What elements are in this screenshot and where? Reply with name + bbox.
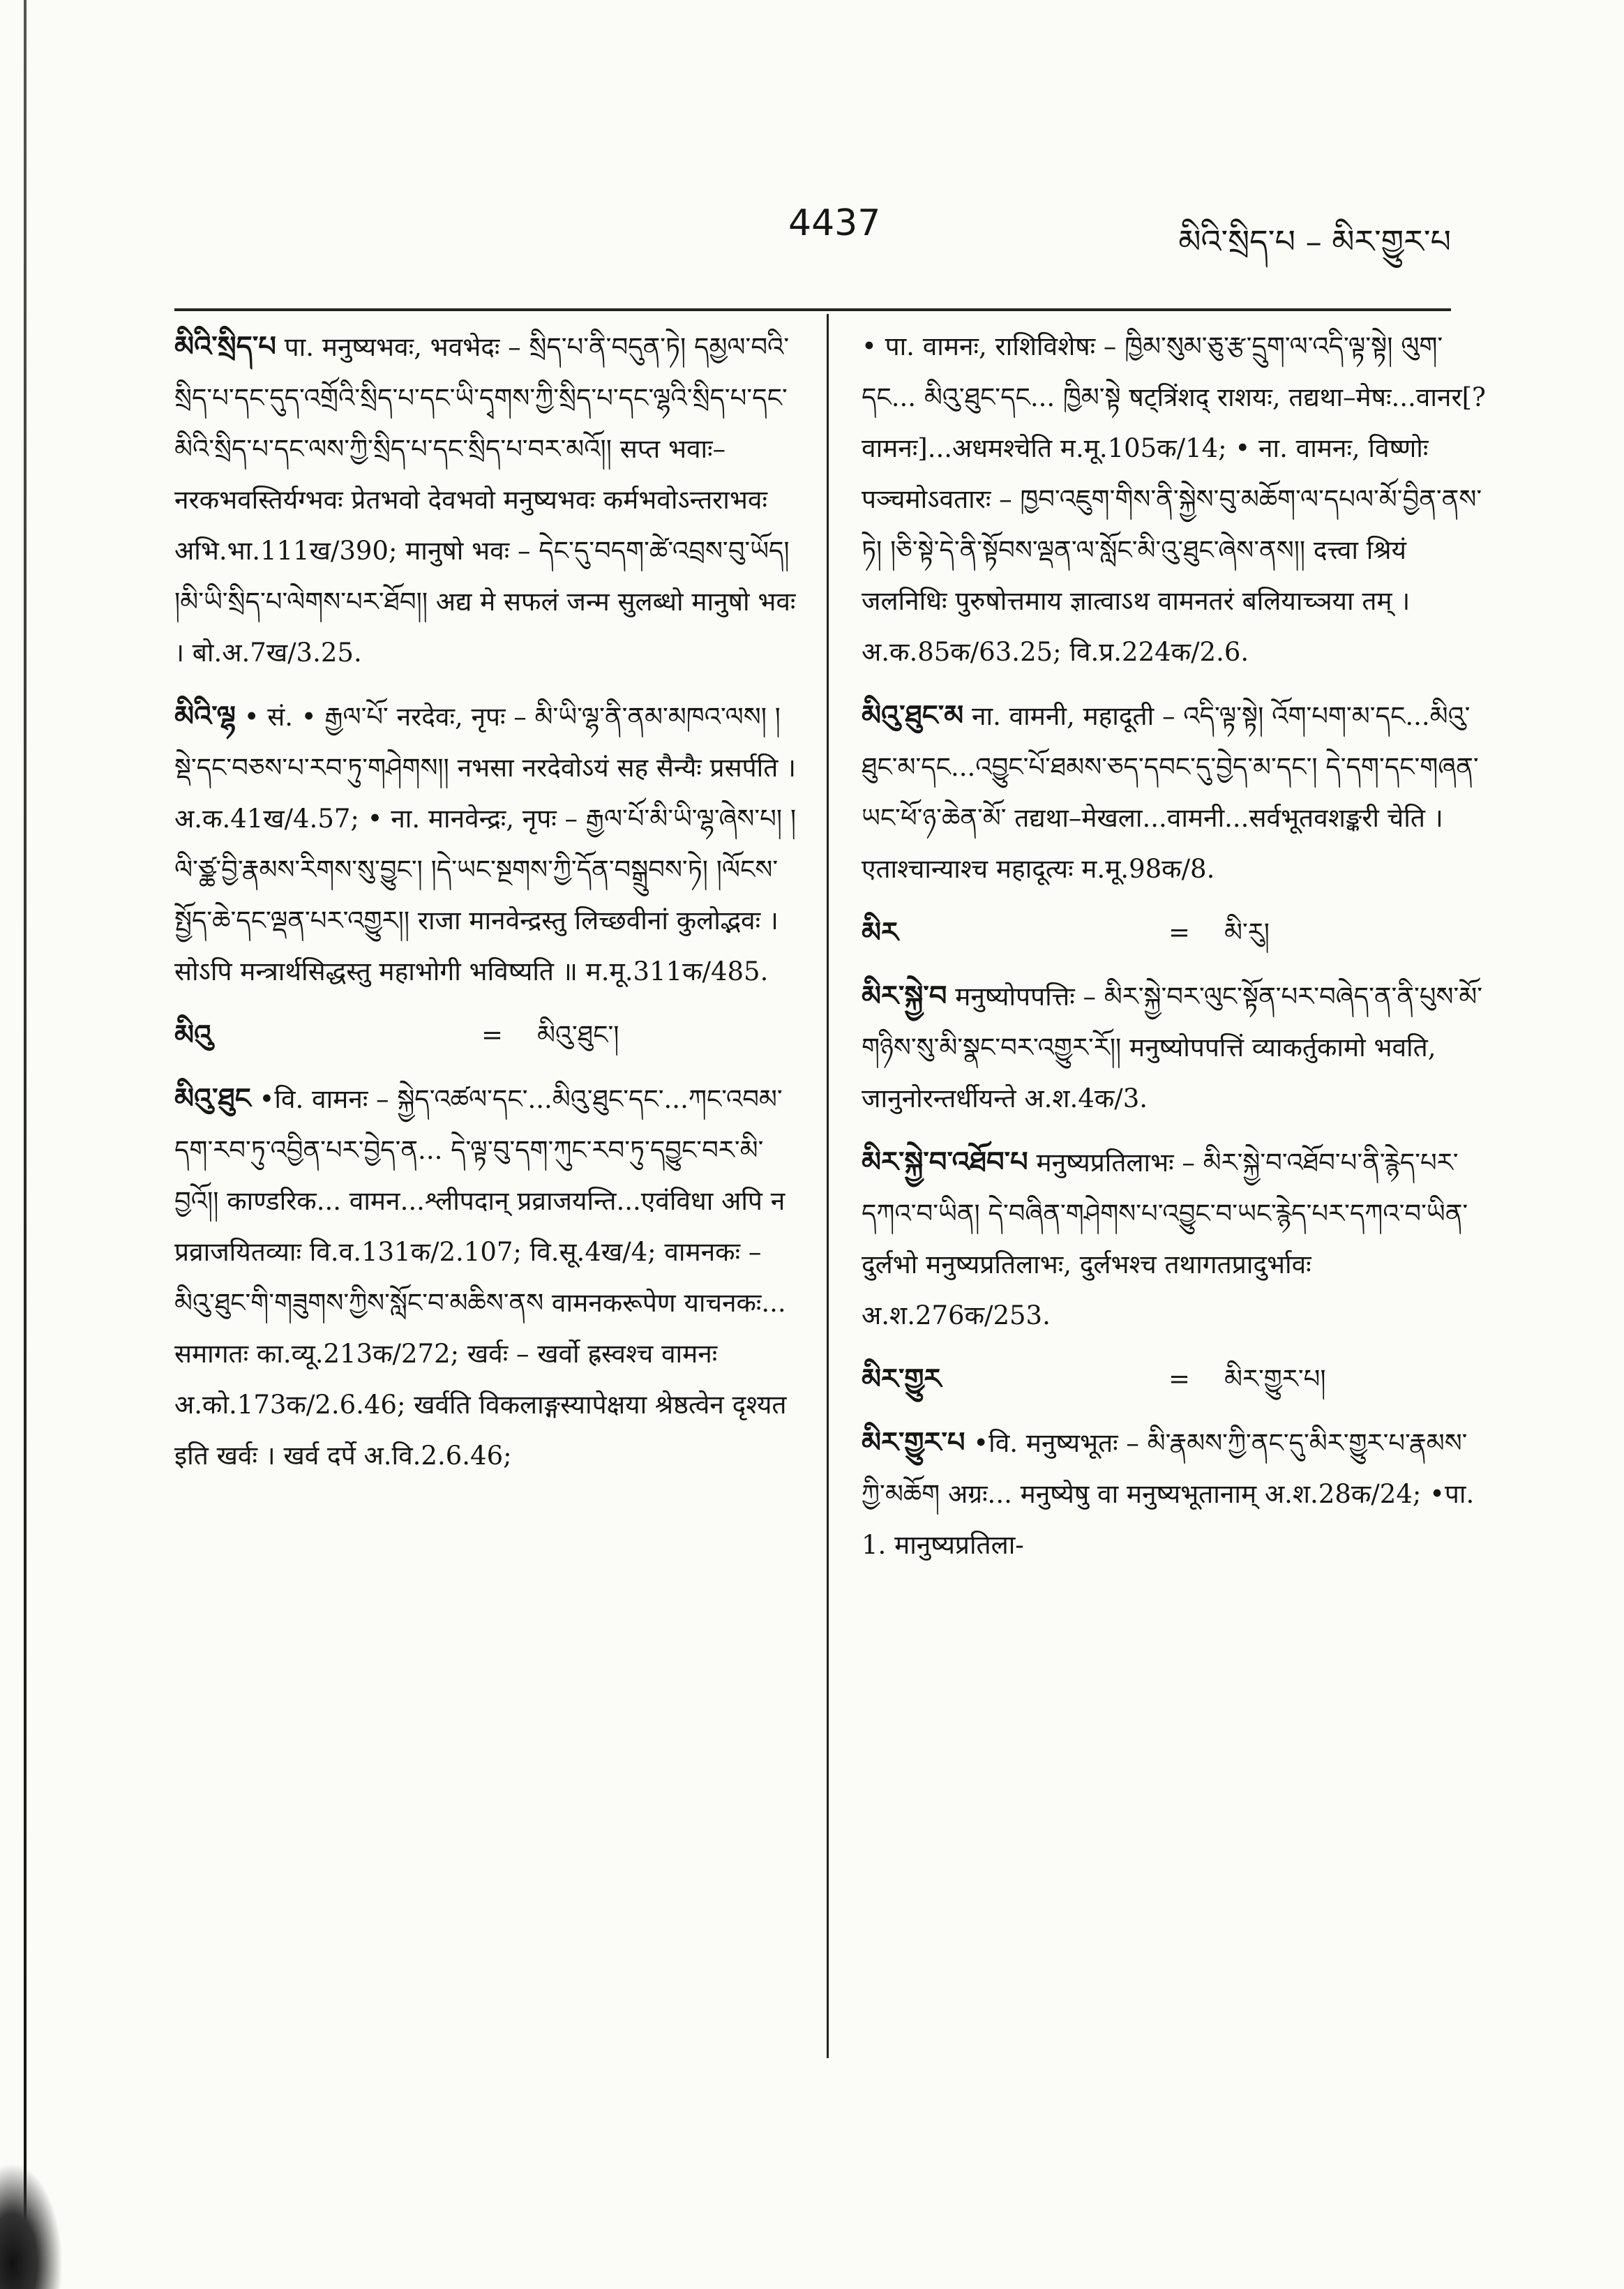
entry-definition: ना. वामनी, महादूती – འདི་ལྟ་སྟེ། འོག་པག་མ་དང...མིའུ་ཐུང་མ་དང...འབྱུང་པོ་ཐམས་ཅད་དབང་དུ་བྱེད་མ་དང་། དེ་དག་དང་གཞན་ཡང་ཕོ་ཉ་ཆེན་མོ་ तद्यथा–मेखला...वामनी...सर्वभूतवशङ्करी चेति । एताश्चान्याश्च महादूत्यः म.मू.98क/8. [862, 701, 1479, 884]
headword: མིར་སྐྱེ་བ [862, 980, 947, 1012]
cross-reference [174, 1010, 802, 1060]
headword: མིར [862, 916, 899, 949]
headword: མིར་སྐྱེ་བ་འཐོབ་པ [862, 1146, 1028, 1178]
running-head: མིའི་སྲིད་པ – མིར་གྱུར་པ [1178, 223, 1451, 260]
headword: མིའུ [174, 1019, 213, 1051]
headword: མིའི་སྲིད་པ [174, 330, 276, 363]
scan-smudge [0, 2163, 63, 2289]
dictionary-entry [862, 1136, 1489, 1341]
header-rule [174, 308, 1451, 311]
cross-reference [862, 907, 1489, 958]
entry-definition: •वि. वामनः – སྐྱེད་འཚལ་དང་...མིའུ་ཐུང་དང་...ཀང་འབམ་དག་རབ་ཏུ་འབྱིན་པར་བྱེད་ན... དེ་ལྟ་བུ་དག་ཀུང་རབ་ཏུ་དབྱུང་བར་མི་བྱའོ།། काण्डरिक... वामन...श्लीपदान् प्रव्राजयन्ति...एवंविधा अपि न प्रव्राजयितव्याः वि.व.131क/2.107; वि.सू.4ख/4; वामनकः – མིའུ་ཐུང་གི་གཟུགས་ཀྱིས་སློང་བ་མཆིས་ནས वामनकरूपेण याचनकः... समागतः का.व्यू.213क/272; खर्वः – खर्वो ह्रस्वश्च वामनः अ.को.173क/2.6.46; खर्वति विकलाङ्गस्यापेक्षया श्रेष्ठत्वेन दृश्यत इति खर्वः । खर्व दर्पे अ.वि.2.6.46; [174, 1084, 787, 1471]
cross-reference [862, 1353, 1489, 1404]
dictionary-entry [862, 970, 1489, 1124]
equals-sign: = [1168, 1364, 1191, 1394]
dictionary-entry [862, 690, 1489, 894]
entry-definition: मनुष्यप्रतिलाभः – མིར་སྐྱེ་བ་འཐོབ་པ་ནི་རྙེད་པར་དཀའ་བ་ཡིན། དེ་བཞིན་གཤེགས་པ་འབྱུང་བ་ཡང་རྙེད་པར་དཀའ་བ་ཡིན་ दुर्लभो मनुष्यप्रतिलाभः, दुर्लभश्च तथागतप्रादुर्भावः अ.श.276क/253. [862, 1148, 1468, 1330]
cross-reference-target: མིར་གྱུར་པ། [1224, 1364, 1326, 1394]
entry-definition: पा. मनुष्यभवः, भवभेदः – སྲིད་པ་ནི་བདུན་ཏེ། དམྱལ་བའི་སྲིད་པ་དང་དུད་འགྲོའི་སྲིད་པ་དང་ཡི་དྭགས་ཀྱི་སྲིད་པ་དང་ལྷའི་སྲིད་པ་དང་མིའི་སྲིད་པ་དང་ལས་ཀྱི་སྲིད་པ་དང་སྲིད་པ་བར་མའོ།། सप्त भवाः–नरकभवस्तिर्यग्भवः प्रेतभवो देवभवो मनुष्यभवः कर्मभवोऽन्तराभवः अभि.भा.111ख/390; मानुषो भवः – དེང་དུ་བདག་ཚེ་འབྲས་བུ་ཡོད། །མི་ཡི་སྲིད་པ་ལེགས་པར་ཐོབ།། अद्य मे सफलं जन्म सुलब्धो मानुषो भवः । बो.अ.7ख/3.25. [174, 332, 796, 668]
headword: མིའུ་ཐུང་མ [862, 699, 964, 732]
entry-definition: मनुष्योपपत्तिः – མིར་སྐྱེ་བར་ལུང་སྟོན་པར་བཞེད་ན་ནི་པུས་མོ་གཉིས་སུ་མི་སྣང་བར་འགྱུར་རོ།། मनुष्योपपत्तिं व्याकर्तुकामो भवति, जानुनोरन्तर्धीयन्ते अ.श.4क/3. [862, 982, 1482, 1113]
page-number: 4437 [788, 202, 881, 244]
dictionary-entry [174, 1073, 802, 1481]
column-divider [827, 314, 829, 2058]
dictionary-entry [174, 691, 802, 997]
entry-definition: • सं. • རྒྱལ་པོ་ नरदेवः, नृपः – མི་ཡི་ལྷ་ནི་ནམ་མཁའ་ལས། །སྡེ་དང་བཅས་པ་རབ་ཏུ་གཤེགས།། नभसा नरदेवोऽयं सह सैन्यैः प्रसर्पति । अ.क.41ख/4.57; • ना. मानवेन्द्रः, नृपः – རྒྱལ་པོ་མི་ཡི་ལྷ་ཞེས་པ། །ལི་ཙྪ་བྱི་རྣམས་རིགས་སུ་བྱུང་། །དེ་ཡང་སྔགས་ཀྱི་དོན་བསྒྲུབས་ཏེ། །ལོངས་སྤྱོད་ཆེ་དང་ལྡན་པར་འགྱུར།། राजा मानवेन्द्रस्तु लिच्छवीनां कुलोद्भवः । सोऽपि मन्त्रार्थसिद्धस्तु महाभोगी भविष्यति ॥ म.मू.311क/485. [174, 702, 797, 986]
dictionary-entry [174, 321, 802, 678]
cross-reference-target: མིའུ་ཐུང་། [537, 1020, 619, 1050]
page-header [174, 202, 1451, 265]
headword: མིར་གྱུར་པ [862, 1426, 965, 1459]
dictionary-entry [862, 1417, 1489, 1570]
equals-sign: = [1168, 917, 1191, 947]
left-column [174, 321, 802, 1494]
right-column [862, 321, 1489, 1583]
entry-definition: • पा. वामनः, राशिविशेषः – ཁྱིམ་སུམ་ཅུ་རྩ་དྲུག་ལ་འདི་ལྟ་སྟེ། ལུག་དང... མིའུ་ཐུང་དང... ཁྱིམ་སྟེ षट्त्रिंशद् राशयः, तद्यथा–मेषः...वानर[?वामनः]...अधमश्चेति म.मू.105क/14; • ना. वामनः, विष्णोः पञ्चमोऽवतारः – ཁྱབ་འཇུག་གིས་ནི་སྐྱེས་བུ་མཆོག་ལ་དཔལ་མོ་བྱིན་ནས་ཏེ། །ཅི་སྟེ་དེ་ནི་སྟོབས་ལྡན་ལ་སློང་མི་འུ་ཐུང་ཞེས་ནས།། दत्त्वा श्रियं जलनिधिः पुरुषोत्तमाय ज्ञात्वाऽथ वामनतरं बलियाच्ञया तम् । अ.क.85क/63.25; वि.प्र.224क/2.6. [862, 331, 1486, 667]
entry-definition: •वि. मनुष्यभूतः – མི་རྣམས་ཀྱི་ནང་དུ་མིར་གྱུར་པ་རྣམས་ཀྱི་མཆོག अग्रः... मनुष्येषु वा मनुष्यभूतानाम् अ.श.28क/24; •पा. 1. मानुष्यप्रतिला- [862, 1428, 1475, 1560]
dictionary-entry [862, 321, 1489, 677]
headword: མིའུ་ཐུང [174, 1082, 251, 1115]
headword: མིའི་ལྷ [174, 700, 236, 733]
scan-edge [24, 0, 27, 2289]
headword: མིར་གྱུར [862, 1363, 942, 1395]
equals-sign: = [481, 1020, 504, 1050]
cross-reference-target: མི་རུ། [1224, 917, 1270, 947]
